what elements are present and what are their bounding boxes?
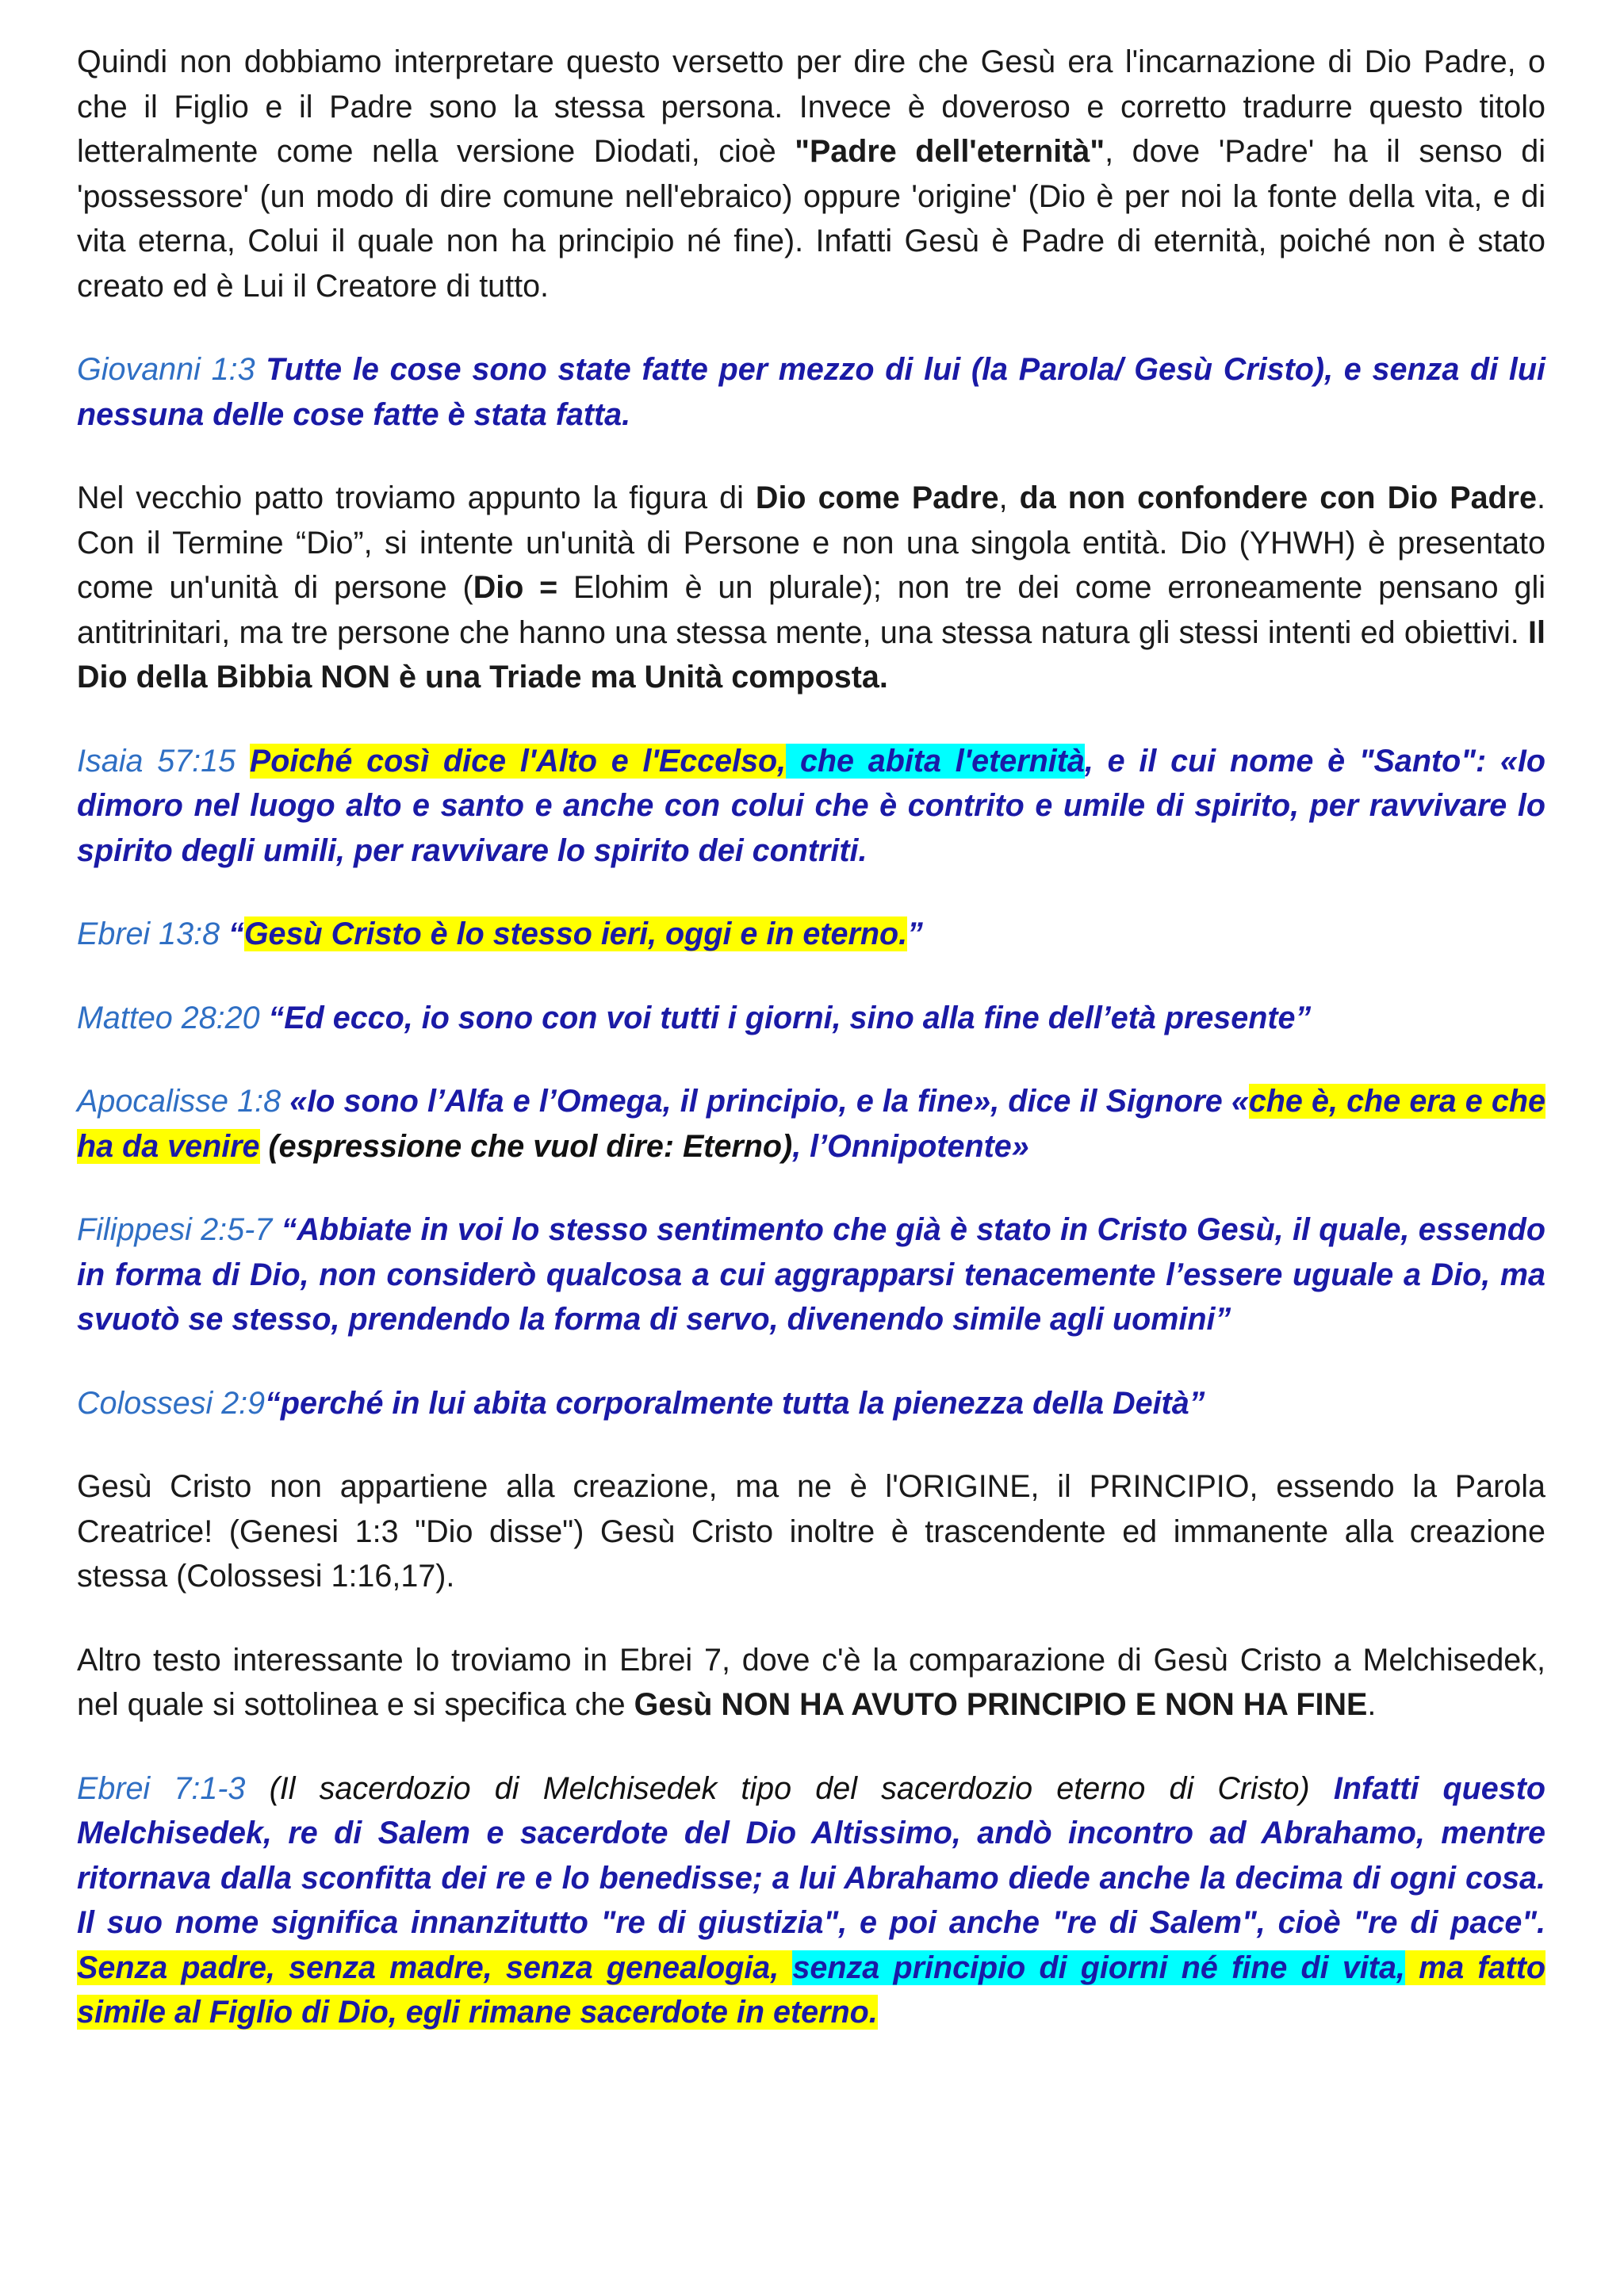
verse-giovanni-1-3	[77, 347, 1545, 437]
verse-apocalisse-1-8	[77, 1079, 1545, 1169]
verse-reference: Matteo 28:20	[77, 1000, 260, 1035]
quote-mark: ”	[907, 916, 923, 951]
bold-phrase: da non confondere con Dio Padre	[1019, 480, 1538, 515]
text-segment: , dove 'Padre' ha il senso di 'possessore' (un modo di dire comune nell'ebraico) oppure 'origine' (Dio è per noi la fonte della vita, e di vita eterna, Colui il quale non ha principio né fine). Infatti Gesù è Padre di eternità, poiché non è stato creato ed è Lui il Creatore di tutto.	[77, 134, 1545, 304]
text-segment: Nel vecchio patto troviamo appunto la figura di	[77, 480, 756, 515]
verse-reference: Filippesi 2:5-7	[77, 1212, 273, 1247]
verse-text: , e il cui nome è "Santo": «Io dimoro nel luogo alto e santo e anche con colui che è contrito e umile di spirito, per ravvivare lo spirito degli umili, per ravvivare lo spirito dei contriti.	[77, 743, 1546, 868]
bold-phrase: Gesù NON HA AVUTO PRINCIPIO E NON HA FINE	[634, 1687, 1368, 1722]
verse-filippesi-2-5-7	[77, 1207, 1545, 1342]
verse-reference: Colossesi 2:9	[77, 1385, 266, 1421]
verse-isaia-57-15	[77, 739, 1545, 874]
text-segment: Altro testo interessante lo troviamo in Ebrei 7, dove c'è la comparazione di Gesù Cristo a Melchisedek, nel quale si sottolinea e si specifica che	[77, 1642, 1545, 1722]
text-segment: . Con il Termine “Dio”, si intente un'unità di Persone e non una singola entità. Dio (YHWH) è presentato come un'unità di persone (	[77, 480, 1545, 605]
verse-text-tail: , l’Onnipotente»	[792, 1128, 1029, 1164]
verse-text: “Ed ecco, io sono con voi tutti i giorni, sino alla fine dell’età presente”	[259, 1000, 1312, 1035]
paragraph-dio-come-padre	[77, 476, 1545, 700]
verse-reference: Giovanni 1:3	[77, 352, 255, 387]
verse-reference: Isaia 57:15	[77, 743, 236, 779]
bold-phrase: "Padre dell'eternità"	[795, 134, 1105, 169]
verse-matteo-28-20	[77, 996, 1545, 1041]
explanatory-note: (espressione che vuol dire: Eterno)	[259, 1128, 793, 1164]
yellow-highlight: Gesù Cristo è lo stesso ieri, oggi e in eterno.	[243, 916, 908, 951]
verse-ebrei-7-1-3	[77, 1766, 1545, 2035]
yellow-highlight: ma fatto simile al Figlio di Dio, egli rimane sacerdote in eterno.	[77, 1950, 1545, 2030]
verse-text: Tutte le cose sono state fatte per mezzo di lui (la Parola/ Gesù Cristo), e senza di lui nessuna delle cose fatte è stata fatta.	[77, 352, 1545, 432]
text-segment: ,	[998, 480, 1020, 515]
bold-phrase: Dio come Padre	[755, 480, 999, 515]
paragraph-origine-principio	[77, 1464, 1545, 1599]
text-segment: Quindi non dobbiamo interpretare questo versetto per dire che Gesù era l'incarnazione di Dio Padre, o che il Figlio e il Padre sono la stessa persona. Invece è doveroso e corretto tradurre questo titolo letteralmente come nella versione Diodati, cioè	[77, 44, 1545, 169]
bold-phrase: Dio =	[473, 570, 558, 605]
verse-reference: Ebrei 13:8	[77, 916, 220, 951]
yellow-highlight: Poiché così dice l'Alto e l'Eccelso,	[249, 743, 787, 779]
verse-reference: Ebrei 7:1-3	[77, 1770, 246, 1806]
explanatory-note: (Il sacerdozio di Melchisedek tipo del sacerdozio eterno di Cristo)	[245, 1770, 1334, 1806]
cyan-highlight: senza principio di giorni né fine di vita,	[792, 1950, 1405, 1985]
text-segment: .	[1367, 1687, 1377, 1722]
text-segment: Elohim è un plurale); non tre dei come erroneamente pensano gli antitrinitari, ma tre persone che hanno una stessa mente, una stessa natura gli stessi intenti ed obiettivi.	[77, 570, 1546, 650]
paragraph-padre-eternita	[77, 40, 1545, 308]
verse-text: “Abbiate in voi lo stesso sentimento che già è stato in Cristo Gesù, il quale, essendo in forma di Dio, non considerò qualcosa a cui aggrapparsi tenacemente l’essere uguale a Dio, ma svuotò se stesso, prendendo la forma di servo, divenendo simile agli uomini”	[77, 1212, 1545, 1337]
yellow-highlight: che è, che era e che ha da venire	[77, 1084, 1545, 1164]
quote-mark: “	[220, 916, 244, 951]
verse-reference: Apocalisse 1:8	[77, 1084, 282, 1119]
verse-text: “perché in lui abita corporalmente tutta la pienezza della Deità”	[265, 1385, 1205, 1421]
verse-colossesi-2-9	[77, 1381, 1545, 1426]
bold-phrase: Il Dio della Bibbia NON è una Triade ma Unità composta.	[77, 614, 1545, 695]
verse-text: «Io sono l’Alfa e l’Omega, il principio, e la fine», dice il Signore «	[281, 1084, 1249, 1119]
paragraph-melchisedek	[77, 1638, 1545, 1728]
text-segment: Gesù Cristo non appartiene alla creazione, ma ne è l'ORIGINE, il PRINCIPIO, essendo la Parola Creatrice! (Genesi 1:3 "Dio disse") Gesù Cristo inoltre è trascendente ed immanente alla creazione stessa (Colossesi 1:16,17).	[77, 1469, 1545, 1594]
yellow-highlight: Senza padre, senza madre, senza genealogia,	[77, 1950, 793, 1985]
verse-text: Infatti questo Melchisedek, re di Salem e sacerdote del Dio Altissimo, andò incontro ad Abrahamo, mentre ritornava dalla sconfitta dei re e lo benedisse; a lui Abrahamo diede anche la decima di ogni cosa. Il suo nome significa innanzitutto "re di giustizia", e poi anche "re di Salem", cioè "re di pace".	[77, 1770, 1545, 1940]
verse-ebrei-13-8	[77, 912, 1545, 957]
cyan-highlight: che abita l'eternità	[786, 743, 1085, 779]
